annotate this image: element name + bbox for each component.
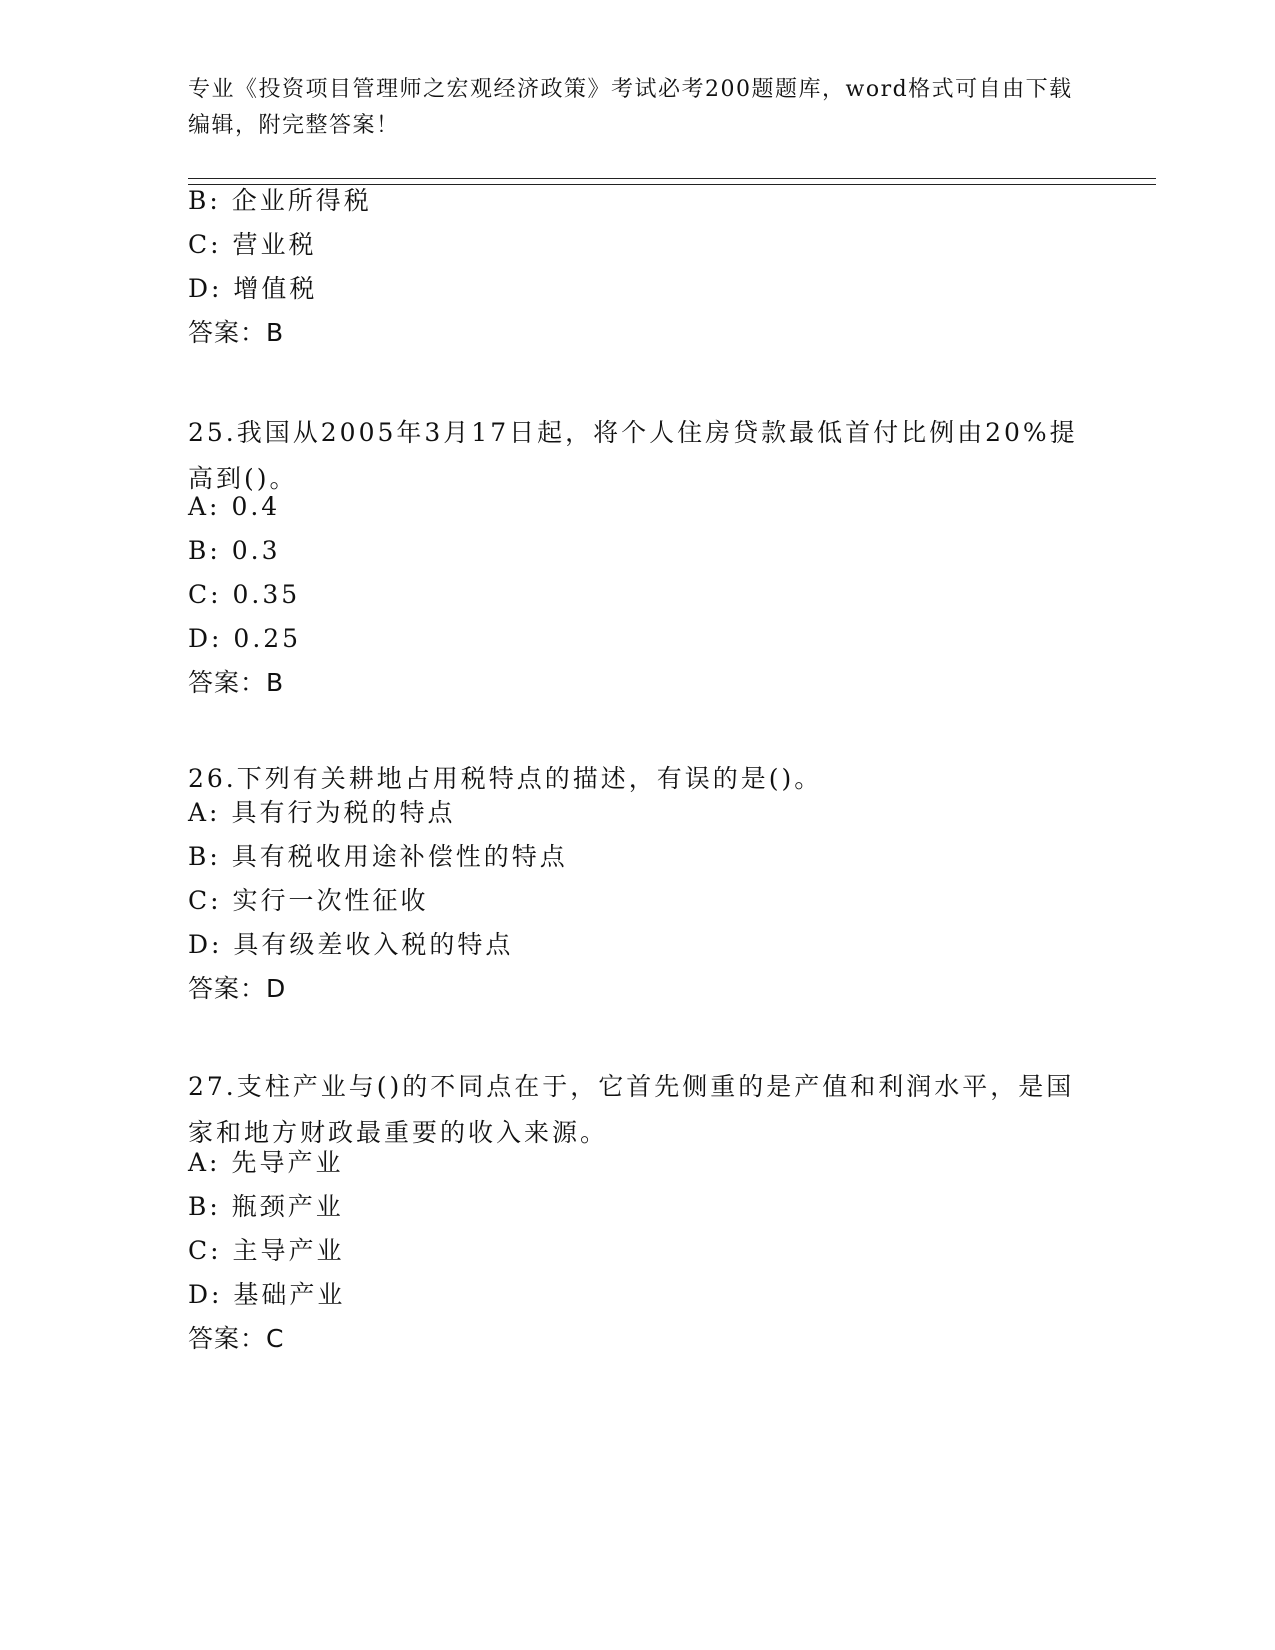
question-26: 26.下列有关耕地占用税特点的描述，有误的是()。	[188, 764, 823, 793]
option-b	[188, 534, 281, 568]
option-c	[188, 884, 429, 918]
option-text: 瓶颈产业	[231, 1192, 344, 1221]
question-25: 25.我国从2005年3月17日起，将个人住房贷款最低首付比例由20%提高到()。	[188, 418, 1078, 493]
option-label: B:	[188, 842, 221, 871]
option-label: C:	[188, 580, 222, 609]
option-b	[188, 840, 568, 874]
option-b	[188, 184, 372, 218]
option-text: 0.4	[231, 492, 281, 521]
answer: 答案：B	[188, 668, 285, 697]
option-label: D:	[188, 930, 223, 959]
option-a	[188, 796, 455, 830]
question-27: 27.支柱产业与()的不同点在于，它首先侧重的是产值和利润水平，是国家和地方财政最重要的收入来源。	[188, 1072, 1075, 1147]
option-label: A:	[188, 492, 221, 521]
header-divider-top	[188, 178, 1156, 179]
option-text: 0.35	[232, 580, 301, 609]
option-label: C:	[188, 1236, 222, 1265]
option-text: 具有行为税的特点	[231, 798, 456, 827]
answer: 答案：D	[188, 974, 287, 1003]
option-a	[188, 1146, 343, 1180]
answer: 答案：C	[188, 1324, 285, 1353]
option-c	[188, 228, 317, 262]
option-text: 具有税收用途补偿性的特点	[231, 842, 568, 871]
option-text: 先导产业	[231, 1148, 344, 1177]
option-label: A:	[188, 798, 221, 827]
option-text: 主导产业	[232, 1236, 345, 1265]
option-text: 具有级差收入税的特点	[233, 930, 514, 959]
option-d	[188, 1278, 345, 1312]
option-text: 增值税	[233, 274, 318, 303]
option-label: D:	[188, 624, 223, 653]
option-c	[188, 1234, 345, 1268]
option-label: D:	[188, 1280, 223, 1309]
option-label: B:	[188, 1192, 221, 1221]
option-text: 企业所得税	[231, 186, 372, 215]
document-header: 专业《投资项目管理师之宏观经济政策》考试必考200题题库，word格式可自由下载编辑，附完整答案！	[188, 77, 1073, 138]
option-d	[188, 272, 317, 306]
option-label: B:	[188, 536, 221, 565]
option-label: C:	[188, 230, 222, 259]
option-label: B:	[188, 186, 221, 215]
option-text: 0.25	[233, 624, 302, 653]
option-b	[188, 1190, 344, 1224]
option-d	[188, 622, 301, 656]
option-label: C:	[188, 886, 222, 915]
option-text: 实行一次性征收	[232, 886, 429, 915]
option-label: D:	[188, 274, 223, 303]
option-label: A:	[188, 1148, 221, 1177]
option-text: 基础产业	[233, 1280, 346, 1309]
answer: 答案：B	[188, 318, 285, 347]
option-d	[188, 928, 513, 962]
option-a	[188, 490, 280, 524]
option-text: 营业税	[232, 230, 317, 259]
option-text: 0.3	[231, 536, 281, 565]
option-c	[188, 578, 300, 612]
